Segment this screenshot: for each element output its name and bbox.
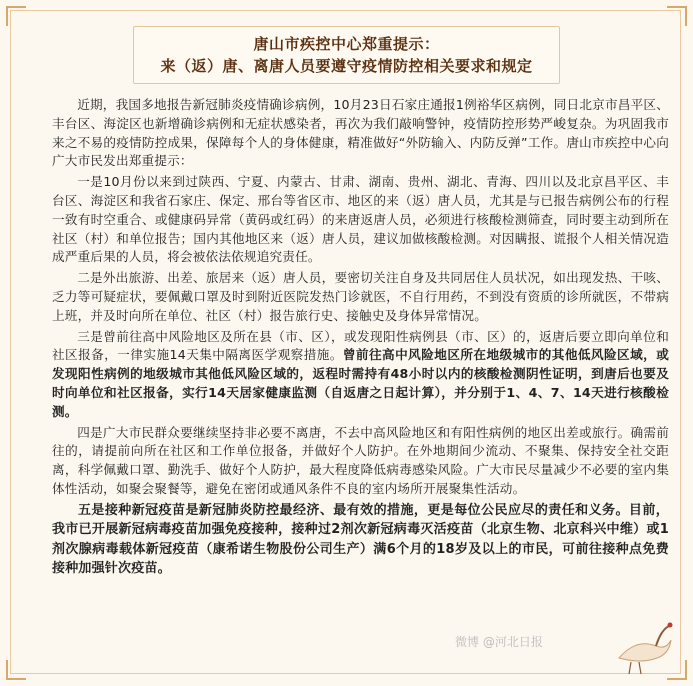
- corner-ornament: [667, 6, 687, 26]
- corner-ornament: [6, 660, 26, 680]
- point-3-plain-text: 三是曾前往高中风险地区及所在县（市、区），或发现阳性病例县（市、区）的，返唐后要立即向单位和社区报备，一律实施14天集中隔离医学观察措施。: [52, 328, 669, 363]
- title-line-2: 来（返）唐、离唐人员要遵守疫情防控相关要求和规定: [160, 57, 533, 75]
- intro-paragraph: 近期，我国多地报告新冠肺炎疫情确诊病例，10月23日石家庄通报1例裕华区病例，同日北京市昌平区、丰台区、海淀区也新增确诊病例和无症状感染者，再次为我们敲响警钟，疫情防控形势严峻复杂。为巩固我市来之不易的疫情防控成果，保障每个人的身体健康，精准做好“外防输入、内防反弹”工作。唐山市疾控中心向广大市民发出郑重提示：: [52, 97, 669, 169]
- title-box: [133, 26, 560, 84]
- crane-decoration-icon: [611, 618, 681, 676]
- notice-body: [52, 96, 669, 581]
- title-line-1: 唐山市疾控中心郑重提示：: [253, 35, 440, 53]
- point-2-paragraph: 二是外出旅游、出差、旅居来（返）唐人员，要密切关注自身及共同居住人员状况，如出现发热、干咳、乏力等可疑症状，要佩戴口罩及时到附近医院发热门诊就医，不自行用药，不到没有资质的诊所就医，不带病上班，并及时向所在单位、社区（村）报告旅行史、接触史及身体异常情况。: [52, 270, 669, 323]
- point-3-paragraph: [52, 328, 669, 422]
- point-4-paragraph: 四是广大市民群众要继续坚持非必要不离唐，不去中高风险地区和有阳性病例的地区出差或旅行。确需前往的，请提前向所在社区和工作单位报备，并做好个人防护。在外地期间少流动、不聚集、保持安全社交距离，科学佩戴口罩、勤洗手、做好个人防护，最大程度降低病毒感染风险。广大市民尽量减少不必要的室内集体性活动，如聚会聚餐等，避免在密闭或通风条件不良的室内场所开展聚集性活动。: [52, 424, 669, 496]
- weibo-watermark: 微博 @河北日报: [455, 635, 543, 649]
- point-1-paragraph: 一是10月份以来到过陕西、宁夏、内蒙古、甘肃、湖南、贵州、湖北、青海、四川以及北京昌平区、丰台区、海淀区和我省石家庄、保定、邢台等省区市、地区的来（返）唐人员，尤其是与已报告病例公布的行程一致有时空重合、或健康码异常（黄码或红码）的来唐返唐人员，必须进行核酸检测筛查，同时要主动到所在社区（村）和单位报告；国内其他地区来（返）唐人员，建议加做核酸检测。对因瞒报、谎报个人相关情况造成严重后果的人员，将会被依法依规追究责任。: [52, 174, 669, 265]
- point-3-bold-text: 曾前往高中风险地区所在地级城市的其他低风险区域，或发现阳性病例的地级城市其他低风险区域的，返程时需持有48小时以内的核酸检测阴性证明，到唐后也要及时向单位和社区报备，实行14天居家健康监测（自返唐之日起计算），并分别于1、4、7、14天进行核酸检测。: [52, 347, 670, 419]
- point-5-paragraph: 五是接种新冠疫苗是新冠肺炎防控最经济、最有效的措施，更是每位公民应尽的责任和义务。目前，我市已开展新冠病毒疫苗加强免疫接种，接种过2剂次新冠病毒灭活疫苗（北京生物、北京科兴中维）或1剂次腺病毒载体新冠疫苗（康希诺生物股份公司生产）满6个月的18岁及以上的市民，可前往接种点免费接种加强针次疫苗。: [52, 502, 669, 577]
- corner-ornament: [6, 6, 26, 26]
